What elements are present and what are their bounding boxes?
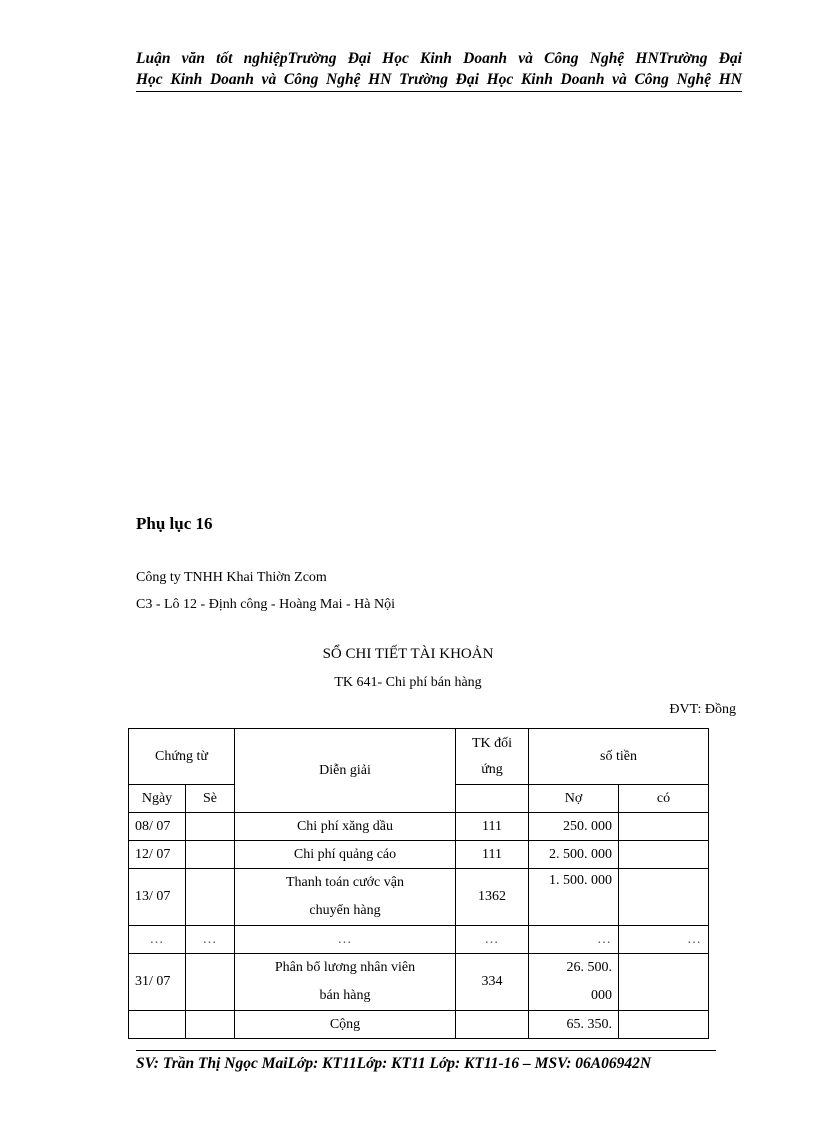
ledger-subtitle: TK 641- Chi phí bán hàng bbox=[334, 675, 482, 690]
cell-credit bbox=[619, 869, 709, 926]
cell-number bbox=[186, 954, 235, 1011]
cell-debit: 1. 500. 000 bbox=[529, 869, 619, 926]
header-amount: số tiền bbox=[529, 729, 709, 785]
cell-date: 31/ 07 bbox=[129, 954, 186, 1011]
table-row bbox=[129, 841, 709, 869]
table-row bbox=[129, 869, 709, 926]
cell-description: … bbox=[235, 926, 456, 954]
company-name: Công ty TNHH Khai Thiờn Zcom bbox=[136, 570, 327, 585]
cell-total-debit: 65. 350. bbox=[529, 1011, 619, 1039]
cell-date bbox=[129, 1011, 186, 1039]
cell-description-line-2: bán hàng bbox=[319, 988, 371, 1003]
cell-debit: 250. 000 bbox=[529, 813, 619, 841]
header-description bbox=[235, 729, 456, 813]
cell-account: 111 bbox=[456, 841, 529, 869]
header-credit: có bbox=[619, 785, 709, 813]
cell-total-label: Cộng bbox=[235, 1011, 456, 1039]
header-number: Sè bbox=[186, 785, 235, 813]
header-account-line-1: TK đối bbox=[471, 735, 513, 751]
cell-account: … bbox=[456, 926, 529, 954]
cell-date: 08/ 07 bbox=[129, 813, 186, 841]
cell-debit: … bbox=[529, 926, 619, 954]
header-debit: Nợ bbox=[529, 785, 619, 813]
ledger-title: SỔ CHI TIẾT TÀI KHOẢN bbox=[322, 646, 494, 662]
table-row-ellipsis bbox=[129, 926, 709, 954]
header-account-blank bbox=[456, 785, 529, 813]
cell-credit bbox=[619, 1011, 709, 1039]
header-line-1: Luận văn tốt nghiệpTrường Đại Học Kinh Doanh và Công Nghệ HNTrường Đại bbox=[136, 50, 742, 67]
cell-number bbox=[186, 841, 235, 869]
cell-number: … bbox=[186, 926, 235, 954]
cell-debit bbox=[529, 954, 619, 1011]
table-row bbox=[129, 813, 709, 841]
header-account bbox=[456, 729, 529, 785]
cell-date: … bbox=[129, 926, 186, 954]
cell-description bbox=[235, 954, 456, 1011]
cell-description: Chi phí quảng cáo bbox=[235, 841, 456, 869]
table-row bbox=[129, 954, 709, 1011]
cell-account bbox=[456, 1011, 529, 1039]
cell-credit bbox=[619, 841, 709, 869]
header-description-label: Diễn giải bbox=[319, 762, 371, 778]
cell-account: 334 bbox=[456, 954, 529, 1011]
ledger-table bbox=[128, 728, 709, 1039]
cell-credit bbox=[619, 954, 709, 1011]
cell-credit bbox=[619, 813, 709, 841]
cell-description-line-2: chuyển hàng bbox=[309, 903, 381, 918]
cell-account: 1362 bbox=[456, 869, 529, 926]
cell-description-line-1: Phân bổ lương nhân viên bbox=[274, 960, 416, 975]
page-header bbox=[136, 48, 742, 92]
table-header-row bbox=[129, 729, 709, 785]
appendix-title: Phụ lục 16 bbox=[136, 514, 213, 533]
cell-description bbox=[235, 869, 456, 926]
company-address: C3 - Lô 12 - Định công - Hoàng Mai - Hà Nội bbox=[136, 597, 395, 612]
page-footer: SV: Trần Thị Ngọc MaiLớp: KT11Lớp: KT11 Lớp: KT11-16 – MSV: 06A06942N bbox=[136, 1050, 716, 1073]
header-account-line-2: ứng bbox=[481, 761, 503, 777]
table-total-row bbox=[129, 1011, 709, 1039]
cell-debit: 2. 500. 000 bbox=[529, 841, 619, 869]
cell-debit-line-1: 26. 500. bbox=[566, 960, 612, 975]
cell-number bbox=[186, 813, 235, 841]
header-date: Ngày bbox=[129, 785, 186, 813]
cell-date: 12/ 07 bbox=[129, 841, 186, 869]
cell-description: Chi phí xăng dầu bbox=[235, 813, 456, 841]
cell-number bbox=[186, 1011, 235, 1039]
cell-number bbox=[186, 869, 235, 926]
header-line-2: Học Kinh Doanh và Công Nghệ HN Trường Đại Học Kinh Doanh và Công Nghệ HN bbox=[136, 71, 742, 88]
cell-description-line-1: Thanh toán cước vận bbox=[285, 875, 404, 890]
currency-unit: ĐVT: Đồng bbox=[669, 702, 736, 717]
cell-account: 111 bbox=[456, 813, 529, 841]
cell-credit: … bbox=[619, 926, 709, 954]
header-voucher: Chứng từ bbox=[129, 729, 235, 785]
cell-debit-line-2: 000 bbox=[591, 988, 612, 1003]
cell-date: 13/ 07 bbox=[129, 869, 186, 926]
